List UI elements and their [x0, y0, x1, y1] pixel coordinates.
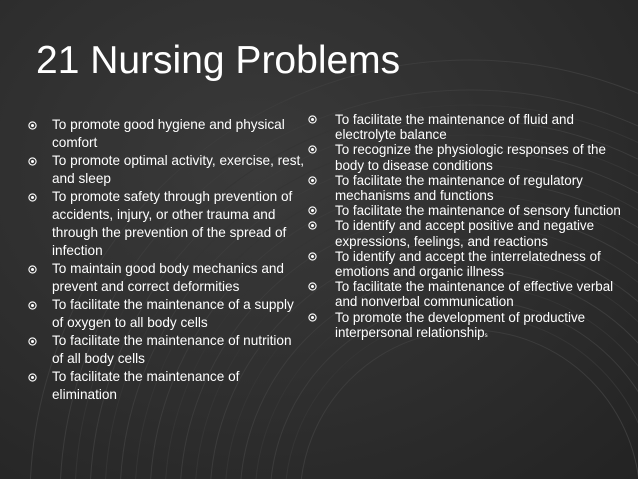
list-item — [28, 188, 306, 260]
list-item — [28, 260, 306, 296]
circle-dot-icon — [308, 115, 317, 124]
right-problem-list — [308, 112, 626, 344]
list-item — [28, 332, 306, 368]
circle-dot-icon — [28, 193, 37, 202]
list-item — [28, 152, 306, 188]
circle-dot-icon — [28, 301, 37, 310]
problem-text-main: To promote the development of productive interpersonal relationship — [335, 309, 586, 340]
problem-text: To maintain good body mechanics and prevent and correct deformities — [52, 261, 284, 294]
left-problem-list — [28, 116, 306, 404]
problem-text: To facilitate the maintenance of sensory function — [335, 203, 621, 219]
problem-text: To identify and accept the interrelatedness of emotions and organic illness — [335, 248, 601, 280]
circle-dot-icon — [28, 265, 37, 274]
list-item — [308, 203, 626, 218]
slide-title: 21 Nursing Problems — [36, 39, 401, 82]
list-item — [308, 249, 626, 279]
list-item — [308, 112, 626, 142]
problem-text: To facilitate the maintenance of regulatory mechanisms and functions — [335, 172, 583, 204]
problem-text: To facilitate the maintenance of fluid and electrolyte balance — [335, 112, 574, 143]
problem-text: To promote safety through prevention of accidents, injury, or other trauma and through the prevention of the spread of infection — [52, 189, 293, 258]
problem-text: To facilitate the maintenance of effective verbal and nonverbal communication — [335, 279, 614, 310]
circle-dot-icon — [28, 337, 37, 346]
problem-text: To facilitate the maintenance of elimination — [52, 369, 240, 402]
list-item — [308, 218, 626, 248]
problem-text: To identify and accept positive and negative expressions, feelings, and reactions — [335, 218, 595, 249]
problem-text: To facilitate the maintenance of a supply of oxygen to all body cells — [52, 297, 294, 330]
trailing-mark: s — [484, 332, 488, 339]
list-item — [308, 173, 626, 203]
problem-text: To facilitate the maintenance of nutrition of all body cells — [52, 333, 292, 366]
circle-dot-icon — [308, 206, 317, 215]
problem-text — [335, 310, 626, 344]
list-item — [308, 142, 626, 172]
problem-text: To recognize the physiologic responses of the body to disease conditions — [335, 142, 606, 173]
circle-dot-icon — [308, 252, 317, 261]
list-item — [308, 310, 626, 344]
list-item — [308, 279, 626, 309]
list-item — [28, 296, 306, 332]
list-item — [28, 116, 306, 152]
list-item — [28, 368, 306, 404]
circle-dot-icon — [28, 157, 37, 166]
circle-dot-icon — [28, 121, 37, 130]
problem-text: To promote optimal activity, exercise, rest, and sleep — [52, 153, 305, 186]
circle-dot-icon — [308, 176, 317, 185]
circle-dot-icon — [28, 373, 37, 382]
circle-dot-icon — [308, 313, 317, 322]
problem-text: To promote good hygiene and physical comfort — [52, 117, 285, 150]
circle-dot-icon — [308, 282, 317, 291]
circle-dot-icon — [308, 145, 317, 154]
circle-dot-icon — [308, 221, 317, 230]
